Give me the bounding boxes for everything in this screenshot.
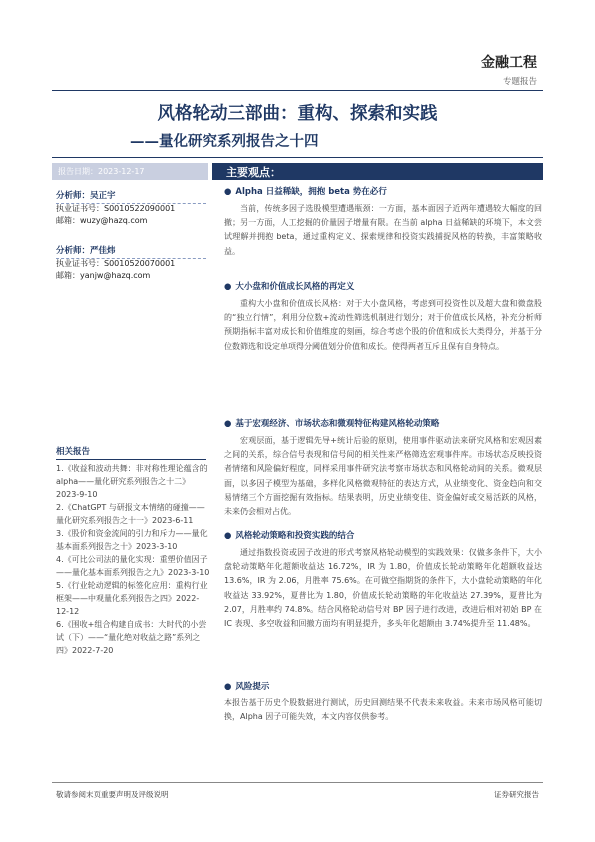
key-point-section — [224, 186, 542, 259]
report-type: 专题报告 — [502, 77, 537, 87]
footer-label: 证券研究报告 — [494, 790, 539, 799]
related-report-item[interactable]: 4.《可比公司法的量化实现：重塑价值因子——量化基本面系列报告之九》2023-3-10 — [56, 555, 210, 577]
section-heading: ● 风险提示 — [224, 682, 270, 692]
related-reports-heading: 相关报告 — [56, 447, 91, 457]
related-report-item[interactable]: 2.《ChatGPT 与研报文本情绪的碰撞——量化研究系列报告之十一》2023-6-11 — [56, 503, 205, 525]
footer-disclaimer: 敬请参阅末页重要声明及评级说明 — [56, 790, 169, 799]
report-date-value: 2023-12-17 — [98, 167, 145, 176]
analyst-divider — [56, 258, 206, 259]
bullet-icon: ● — [224, 531, 232, 541]
key-point-section — [224, 281, 542, 354]
analyst-cert: S0010520070001 — [104, 259, 176, 268]
analyst-divider — [56, 203, 206, 204]
section-heading: ● Alpha 日益稀缺，拥抱 beta 势在必行 — [224, 187, 387, 197]
related-reports-list — [56, 462, 211, 657]
bullet-icon: ● — [224, 187, 232, 197]
related-report-item[interactable]: 5.《行业轮动逻辑的标签化应用：重构行业框架——中观量化系列报告之四》2022-12-12 — [56, 581, 208, 616]
related-report-item[interactable]: 1.《收益和波动共舞：非对称性理论蕴含的 alpha——量化研究系列报告之十二》2023-9-10 — [56, 464, 208, 499]
key-points-label: 主要观点： — [226, 166, 281, 179]
related-reports-divider — [56, 459, 206, 460]
section-body: 重构大小盘和价值成长风格：对于大小盘风格，考虑到可投资性以及超大盘和微盘股的“独立行情”，利用分位数+流动性筛选机制进行划分；对于价值成长风格，补充分析师预期指标丰富对成长和价值维度的刻画，综合考虑个股的价值和成长大类得分，并基于分位数筛选和设定单项得分阈值划分价值和成长。使得两者互斥且保有自身特点。 — [224, 299, 542, 351]
section-body: 本报告基于历史个股数据进行测试，历史回测结果不代表未来收益。未来市场风格可能切换，Alpha 因子可能失效，本文内容仅供参考。 — [224, 698, 542, 722]
report-date — [52, 163, 208, 180]
section-body: 当前，传统多因子选股模型遭遇瓶颈：一方面，基本面因子近两年遭遇较大幅度的回撤；另一方面，人工挖掘的价量因子增量有限。在当前 alpha 日益稀缺的环境下，本文尝试理解并拥抱 beta，通过重构定义、探索规律和投资实践捕捉风格的转换，丰富策略收益。 — [224, 204, 542, 256]
analyst-name: 严佳炜 — [90, 246, 116, 256]
key-points-bar — [212, 163, 543, 180]
bullet-icon: ● — [224, 282, 232, 292]
bullet-icon: ● — [224, 419, 232, 429]
section-heading: ● 大小盘和价值成长风格的再定义 — [224, 282, 355, 292]
section-heading: ● 风格轮动策略和投资实践的结合 — [224, 531, 355, 541]
analyst-email[interactable]: yanjw@hazq.com — [80, 271, 151, 280]
analyst-email-label: 邮箱： — [56, 271, 80, 280]
analyst-cert-label: 执业证书号： — [56, 259, 104, 268]
section-heading: ● 基于宏观经济、市场状态和微观特征构建风格轮动策略 — [224, 419, 440, 429]
analyst-name-label: 分析师： — [56, 191, 91, 201]
bullet-icon: ● — [224, 682, 232, 692]
analyst-email[interactable]: wuzy@hazq.com — [80, 216, 148, 225]
analyst-cert-label: 执业证书号： — [56, 204, 104, 213]
analyst-name-label: 分析师： — [56, 246, 91, 256]
key-point-section — [224, 418, 542, 519]
page-title: 风格轮动三部曲：重构、探索和实践 — [157, 104, 438, 124]
report-date-label: 报告日期： — [58, 167, 98, 176]
section-body: 宏观层面，基于逻辑先导+统计后验的原则，使用事件驱动法来研究风格和宏观因素之间的关系，综合信号表现和信号间的相关性来严格筛选宏观事件库。市场状态反映投资者情绪和风险偏好程度，同样采用事件研究法考察市场状态和风格轮动间的关系。微观层面，以多因子模型为基础，多样化风格微观特征的表达方式，从业绩变化、资金趋向和交易情绪三个方面挖掘有效指标。结果表明，历史业绩变佳、资金偏好或交易活跃的风格，未来仍会相对占优。 — [224, 436, 542, 517]
header-divider — [52, 90, 543, 91]
analyst-name: 吴正宇 — [90, 191, 116, 201]
analyst-card — [56, 190, 206, 227]
key-point-section — [224, 530, 542, 631]
section-body: 通过指数投资或因子改进的形式考察风格轮动模型的实践效果：仅做多条件下，大小盘轮动策略年化超额收益达 16.72%，IR 为 1.80，价值成长轮动策略年化超额收益达 13.6%，IR 为 2.06，月胜率 75.6%。在可做空指期货的条件下，大小盘轮动策略的年化收益达 33.92%，夏普比为 1.80，价值成长轮动策略的年化收益达 27.39%，夏普比为 2.07，月胜率约 74.8%。结合风格轮动信号对 BP 因子进行改进，改进后相对初始 BP 在 IC 表现、多空收益和回撤方面均有明显提升，多头年化超额由 3.74%提升至 11.48%。 — [224, 548, 542, 629]
related-report-item[interactable]: 3.《股价和资金流间的引力和斥力——量化基本面系列报告之十》2023-3-10 — [56, 529, 208, 551]
analyst-cert: S0010522090001 — [104, 204, 176, 213]
title-divider — [52, 157, 543, 158]
report-category: 金融工程 — [481, 55, 537, 71]
analyst-card — [56, 245, 206, 282]
key-point-section — [224, 681, 542, 724]
footer-divider — [52, 782, 543, 783]
related-report-item[interactable]: 6.《围收+组合构建自成书：大时代的小尝试（下）——“量化绝对收益之路”系列之四》2022-7-20 — [56, 620, 207, 655]
page-subtitle: ——量化研究系列报告之十四 — [130, 133, 319, 150]
analyst-email-label: 邮箱： — [56, 216, 80, 225]
